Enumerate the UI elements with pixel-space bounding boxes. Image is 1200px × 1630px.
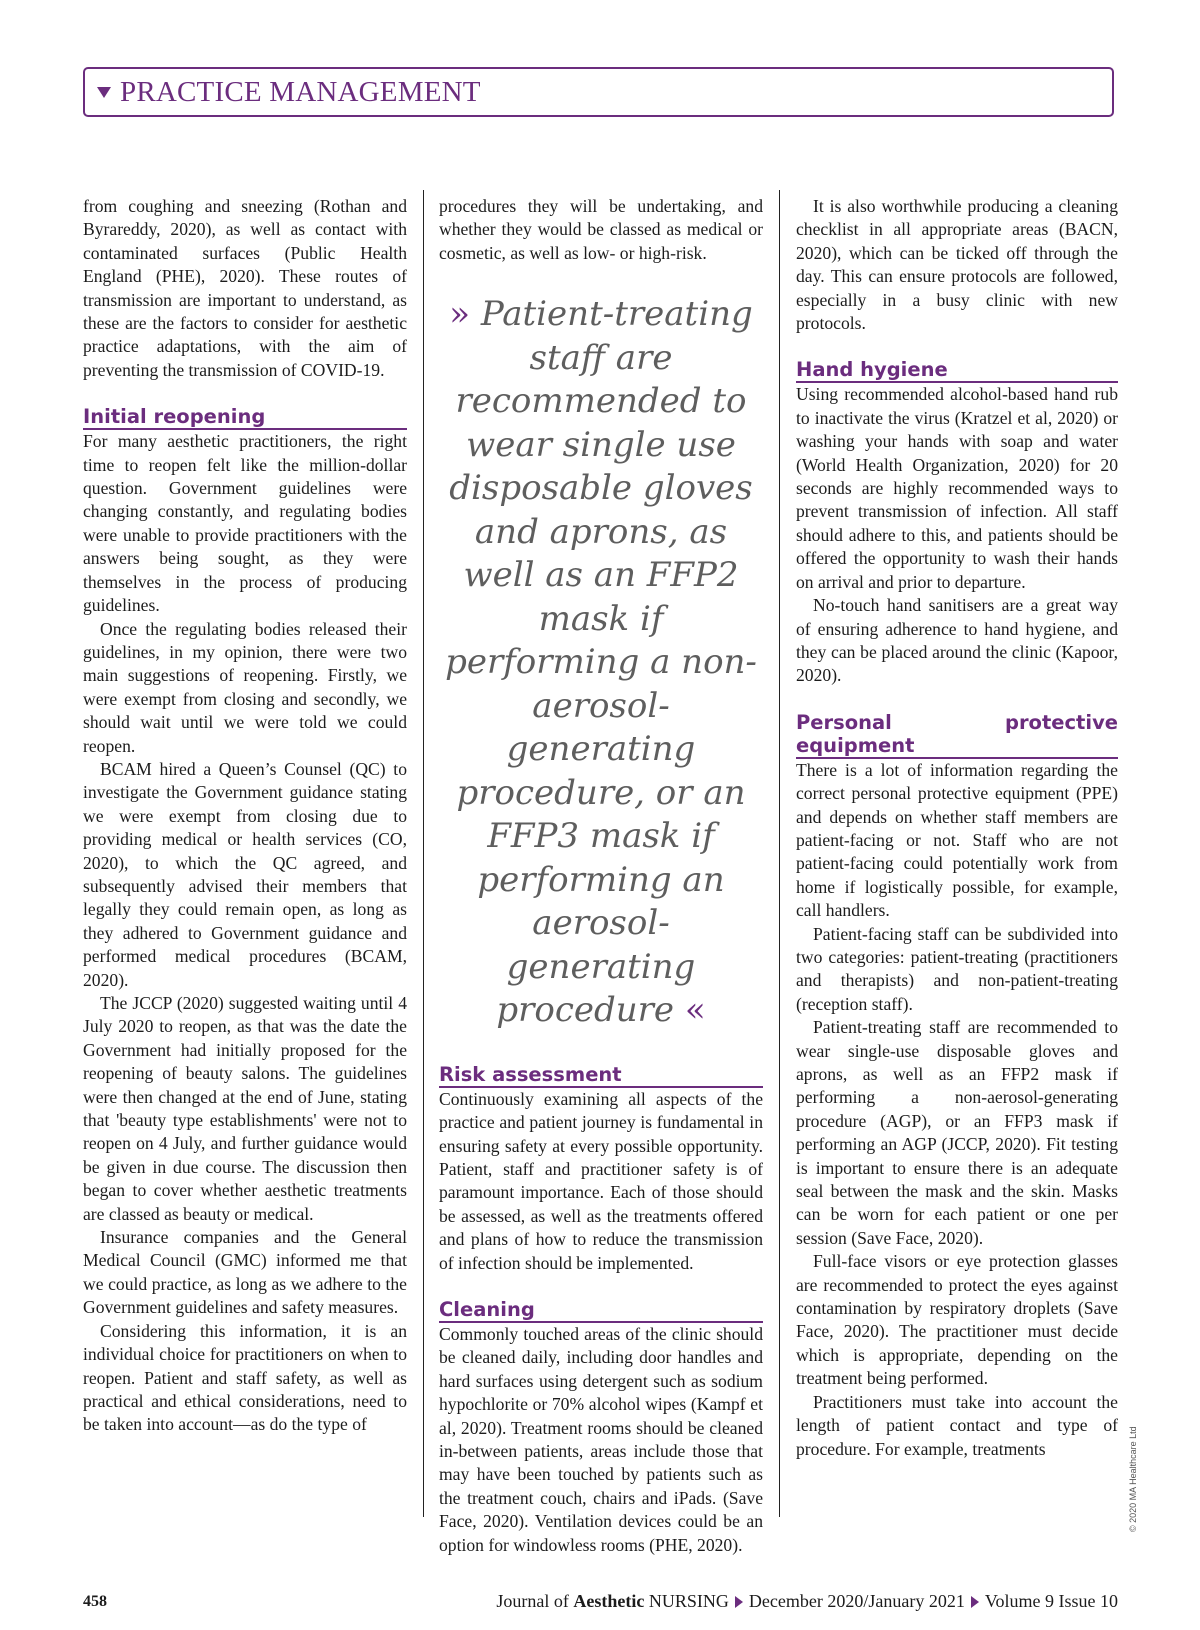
paragraph: BCAM hired a Queen’s Counsel (QC) to investigate the Government guidance stating we were exempt from closing due to providing medical or health services (CO, 2020), to which the QC agreed, and subsequently advised their members that legally they could remain open, as long as they adhered to Government guidance and performed medical procedures (BCAM, 2020). xyxy=(83,758,407,990)
pull-quote xyxy=(439,293,763,1033)
paragraph: Commonly touched areas of the clinic should be cleaned daily, including door handles and hard surfaces using detergent such as sodium hypochlorite or 70% alcohol wipes (Kampf et al, 2020). Treatment rooms should be cleaned in-between patients, areas include those that may have been touched by patients such as the treatment couch, chairs and iPads. (Save Face, 2020). Ventilation devices could be an option for windowless rooms (PHE, 2020). xyxy=(439,1323,763,1555)
paragraph: No-touch hand sanitisers are a great way of ensuring adherence to hand hygiene, and they can be placed around the clinic (Kapoor, 2020). xyxy=(796,595,1118,686)
paragraph: For many aesthetic practitioners, the right time to reopen felt like the million-dollar question. Government guidelines were changing constantly, and regulating bodies were unable to provide practitioners with the answers being sought, as they were themselves in the process of producing guidelines. xyxy=(83,431,407,616)
paragraph: Practitioners must take into account the length of patient contact and type of procedure. For example, treatments xyxy=(796,1391,1118,1459)
paragraph: Using recommended alcohol-based hand rub to inactivate the virus (Kratzel et al, 2020) or washing your hands with soap and water (World Health Organization, 2020) for 20 seconds are highly recommended ways to prevent transmission of infection. All staff should adhere to this, and patients should be offered the opportunity to wash their hands on arrival and prior to departure. xyxy=(796,384,1118,592)
section-header xyxy=(83,67,1114,117)
quote-close-icon: « xyxy=(684,990,706,1031)
footer-journal xyxy=(496,1591,1118,1612)
paragraph: Insurance companies and the General Medical Council (GMC) informed me that we could practice, as long as we adhere to the Government guidelines and safety measures. xyxy=(83,1227,407,1318)
quote-open-icon: » xyxy=(449,294,471,335)
subheading-hand-hygiene: Hand hygiene xyxy=(796,358,1118,383)
copyright-notice: © 2020 MA Healthcare Ltd xyxy=(1128,1426,1138,1532)
column-divider xyxy=(779,190,780,1517)
page-number: 458 xyxy=(83,1593,107,1610)
paragraph: It is also worthwhile producing a cleaning checklist in all appropriate areas (BACN, 2020), which can be ticked off through the day. This can ensure protocols are followed, especially in a busy clinic with new protocols. xyxy=(796,196,1118,334)
subheading-initial-reopening: Initial reopening xyxy=(83,405,407,430)
triangle-right-icon xyxy=(971,1596,979,1608)
paragraph: Continuously examining all aspects of the practice and patient journey is fundamental in ensuring safety at every possible opportunity. Patient, staff and practitioner safety is of paramount importance. Each of those should be assessed, as well as the treatments offered and plans of how to reduce the transmission of infection should be implemented. xyxy=(439,1088,763,1273)
volume-issue: Volume 9 Issue 10 xyxy=(984,1591,1118,1611)
paragraph: Patient-treating staff are recommended to wear single-use disposable gloves and aprons, as well as an FFP2 mask if performing a non-aerosol-generating procedure (AGP), or an FFP3 mask if performing an AGP (JCCP, 2020). Fit testing is important to ensure there is an adequate seal between the mask and the skin. Masks can be worn for each patient or one per session (Save Face, 2020). xyxy=(796,1017,1118,1248)
journal-name: Journal of Aesthetic NURSING xyxy=(496,1591,729,1611)
column-1 xyxy=(83,195,407,1437)
pull-quote-text: Patient-treating staff are recommended to wear single use disposable gloves and aprons, as well as an FFP2 mask if performing a non-aerosol-generating procedure, or an FFP3 mask if performing an aerosol-generating procedure xyxy=(445,294,757,1031)
paragraph: The JCCP (2020) suggested waiting until 4 July 2020 to reopen, as that was the date the Government had initially proposed for the reopening of beauty salons. The guidelines were then changed at the end of June, stating that 'beauty type establishments' were not to reopen on 4 July, and further guidance would be given in due course. The discussion then began to cover whether aesthetic treatments are classed as beauty or medical. xyxy=(83,993,407,1224)
column-divider xyxy=(423,190,424,1517)
subheading-cleaning: Cleaning xyxy=(439,1298,763,1323)
paragraph: There is a lot of information regarding the correct personal protective equipment (PPE) and depends on whether staff members are patient-facing or not. Staff who are not patient-facing could potentially work from home if logistically possible, for example, call handlers. xyxy=(796,759,1118,921)
paragraph: Full-face visors or eye protection glasses are recommended to protect the eyes against contamination by respiratory droplets (Save Face, 2020). The practitioner must decide which is appropriate, depending on the treatment being performed. xyxy=(796,1251,1118,1389)
subheading-ppe: Personal protective equipment xyxy=(796,710,1118,757)
paragraph: from coughing and sneezing (Rothan and Byrareddy, 2020), as well as contact with contaminated surfaces (Public Health England (PHE), 2020). These routes of transmission are important to understand, as these are the factors to consider for aesthetic practice adaptations, with the aim of preventing the transmission of COVID-19. xyxy=(83,196,407,380)
triangle-down-icon xyxy=(97,87,111,98)
issue-date: December 2020/January 2021 xyxy=(748,1591,965,1611)
paragraph: Patient-facing staff can be subdivided into two categories: patient-treating (practitioners and therapists) and non-patient-treating (reception staff). xyxy=(796,923,1118,1014)
column-3 xyxy=(796,195,1118,1461)
section-title: PRACTICE MANAGEMENT xyxy=(120,75,481,108)
paragraph: Considering this information, it is an individual choice for practitioners on when to reopen. Patient and staff safety, as well as practical and ethical considerations, need to be taken into account—as do the type of xyxy=(83,1320,407,1435)
triangle-right-icon xyxy=(735,1596,743,1608)
subheading-risk-assessment: Risk assessment xyxy=(439,1063,763,1088)
paragraph: procedures they will be undertaking, and whether they would be classed as medical or cosmetic, as well as low- or high-risk. xyxy=(439,196,763,263)
paragraph: Once the regulating bodies released their guidelines, in my opinion, there were two main suggestions of reopening. Firstly, we were exempt from closing and secondly, we should wait until we were told we could reopen. xyxy=(83,618,407,756)
column-2 xyxy=(439,195,763,1557)
